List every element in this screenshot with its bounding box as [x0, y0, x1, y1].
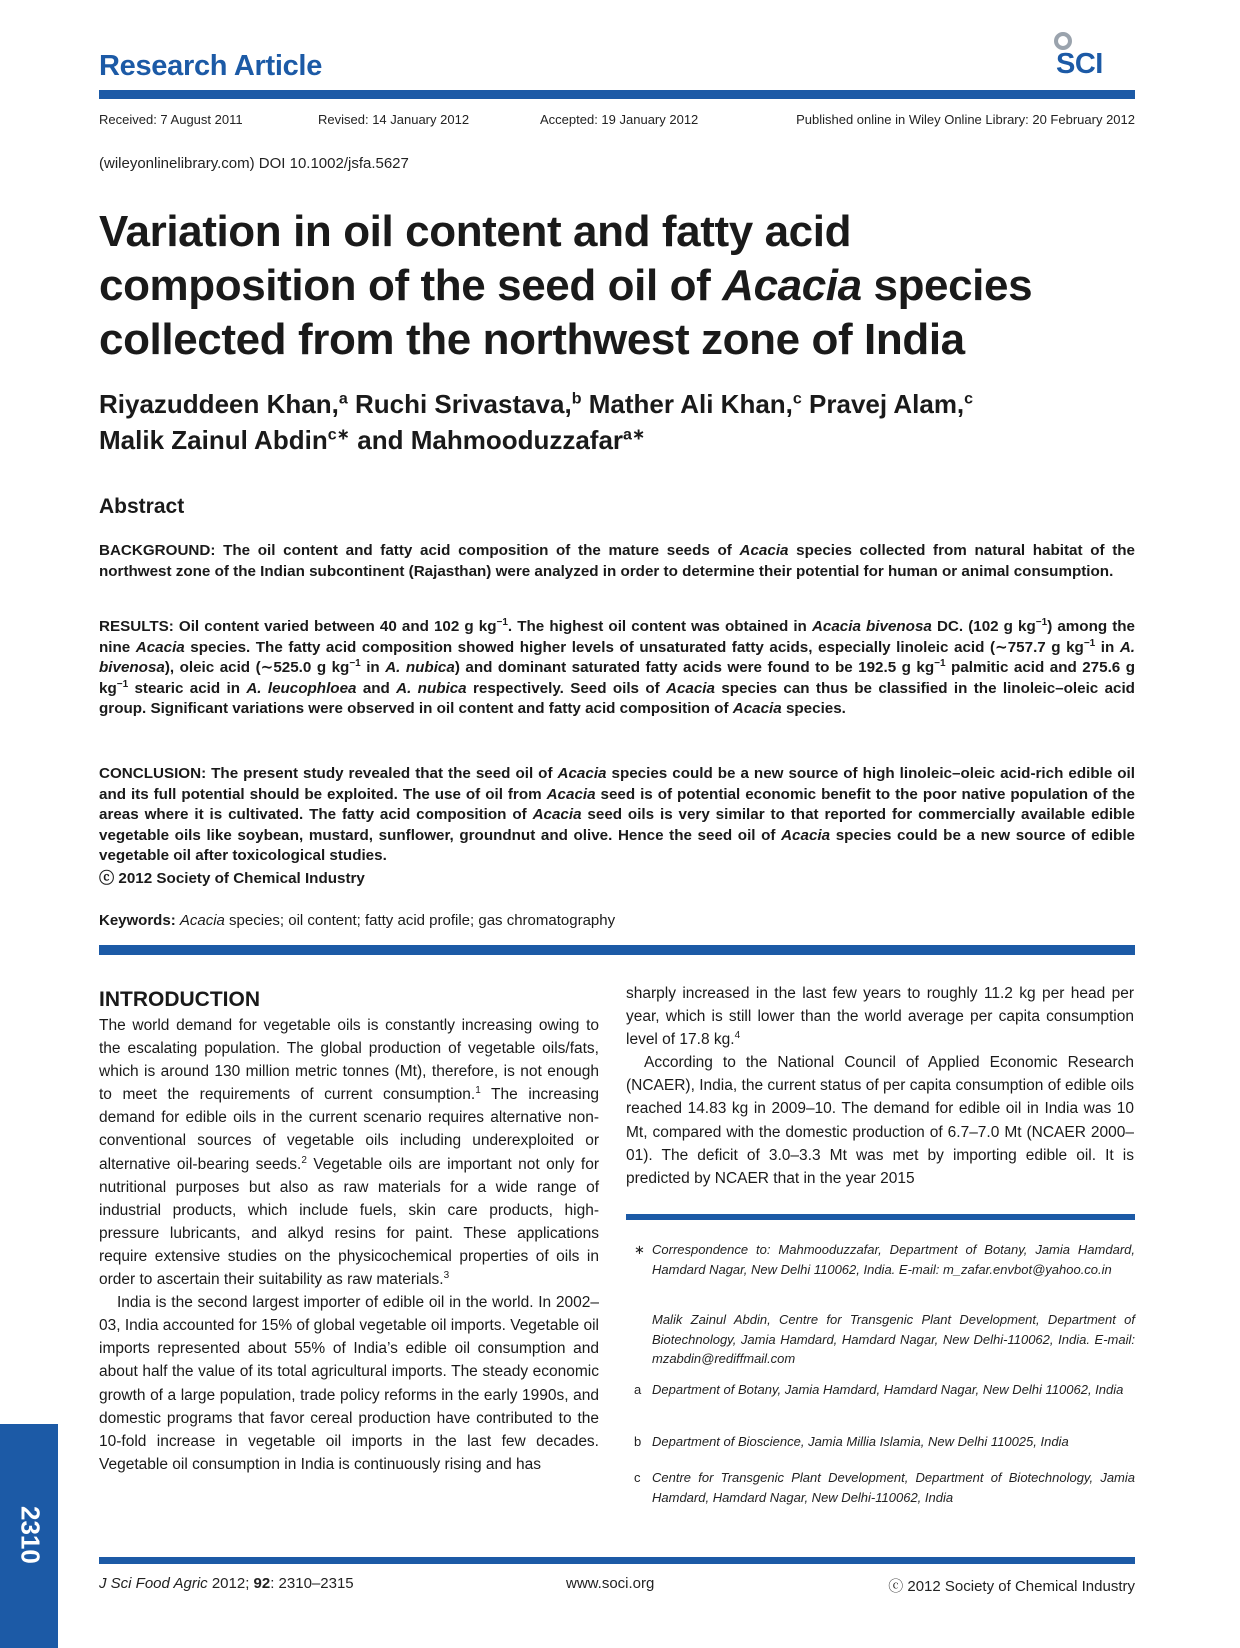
italic-run: Acacia [546, 785, 596, 803]
text-run: species could be a new source of high linoleic–oleic acid-rich edible oil and its full potential should be exploited. The use of oil from [99, 765, 1135, 803]
abstract-rule [99, 945, 1135, 955]
footnote-text: Department of Bioscience, Jamia Millia Islamia, New Delhi 110025, India [652, 1434, 1069, 1449]
italic-run: Acacia [532, 806, 582, 823]
footnote-text: Centre for Transgenic Plant Development, Department of Biotechnology, Jamia Hamdard, Hamdard Nagar, New Delhi-110062, India [652, 1470, 1135, 1505]
text-run: sharply increased in the last few years to roughly 11.2 kg per head per year, which is still lower than the world average per capita consumption level of 17.8 kg. [626, 985, 1134, 1049]
published-date: Published online in Wiley Online Library: 20 February 2012 [796, 112, 1135, 127]
superscript: −1 [496, 616, 508, 628]
correspondence-rule [626, 1214, 1135, 1220]
italic-run: Acacia [666, 679, 715, 697]
text-run: seed oils is very similar to that reported for commercially available edible vegetable oils like soybean, mustard, sunflower, groundnut and olive. Hence the seed oil of [99, 806, 1135, 844]
received-date: Received: 7 August 2011 [99, 112, 243, 127]
footnote-text: Malik Zainul Abdin, Centre for Transgenic Plant Development, Department of Biotechnology, Jamia Hamdard, Hamdard Nagar, New Delhi-110062, India. E-mail: mzabdin@rediffmail.com [652, 1312, 1135, 1366]
affiliation-a [626, 1380, 1135, 1400]
correspondence-note [626, 1240, 1135, 1279]
title-line-2 [99, 259, 1139, 313]
sci-logo-text: SCI [1056, 48, 1103, 80]
text-run: DC. (102 g kg [931, 618, 1036, 635]
journal-citation [99, 1575, 354, 1592]
text-run: CONCLUSION: The present study revealed that the seed oil of [99, 765, 558, 782]
footnote-mark: b [634, 1434, 642, 1449]
italic-run: Acacia [557, 765, 607, 782]
author-name: and Mahmooduzzafar [350, 425, 624, 455]
abstract-heading: Abstract [99, 495, 185, 518]
text-run: The world demand for vegetable oils is constantly increasing owing to the escalating population. The global production of vegetable oils/fats, which is around 130 million metric tonnes (Mt), therefore, is not enough to meet the requirements of current consumption. [99, 1017, 599, 1104]
text-run: respectively. Seed oils of [466, 679, 666, 697]
citation-ref[interactable]: 4 [734, 1030, 741, 1042]
text-run: ) and dominant saturated fatty acids were found to be 192.5 g kg [454, 659, 935, 676]
footnote-mark: a [634, 1382, 642, 1397]
text-run: . The highest oil content was obtained in [507, 618, 812, 635]
author-name: Malik Zainul Abdin [99, 425, 328, 455]
superscript: −1 [349, 657, 361, 669]
paper-title [99, 205, 1139, 367]
superscript: −1 [1035, 616, 1048, 628]
author-name: Mather Ali Khan, [581, 389, 793, 419]
italic-run: A. nubica [385, 659, 455, 676]
author-name: Ruchi Srivastava, [347, 389, 572, 419]
superscript: −1 [116, 678, 129, 690]
text-run: 2012; [207, 1575, 254, 1592]
abstract-results [99, 617, 1135, 720]
text-run: seed is of potential economic benefit to the poor native population of the areas where it is cultivated. The fatty acid composition of [99, 785, 1135, 823]
italic-run: A. nubica [396, 679, 467, 697]
volume: 92 [253, 1575, 271, 1592]
citation-ref[interactable]: 1 [475, 1085, 481, 1097]
affiliation-mark: a∗ [623, 426, 646, 444]
italic-run: Acacia [739, 542, 789, 559]
title-text: composition of the seed oil of [99, 261, 723, 310]
italic-run: A. bivenosa [99, 638, 1135, 676]
text-run: in [1095, 638, 1120, 656]
paragraph: India is the second largest importer of edible oil in the world. In 2002–03, India accounted for 15% of global vegetable oil imports. Vegetable oil imports represented about 55% of India’s edible oil consumption and about half the value of its total agricultural imports. The steady economic growth of a large population, trade policy reforms in the early 1990s, and domestic programs that favor cereal production have contributed to the 10-fold increase in vegetable oil imports in the last few decades. Vegetable oil consumption in India is continuously rising and has [99, 1294, 599, 1473]
text-run: Vegetable oils are important not only for nutritional purposes but also as raw materials for a wide range of industrial products, which include fuels, skin care products, high-pressure lubricants, and alkyd resins for paint. These applications require extensive studies on the physicochemical properties of oils in order to ascertain their suitability as raw materials. [99, 1155, 599, 1289]
journal-website-link[interactable]: www.soci.org [566, 1575, 655, 1592]
footnote-mark: c [634, 1470, 641, 1485]
italic-run: Acacia [781, 826, 831, 844]
title-text: species [861, 261, 1033, 310]
text-run: RESULTS: Oil content varied between 40 and 102 g kg [99, 618, 497, 635]
paragraph [99, 1014, 599, 1291]
sci-logo [1050, 30, 1126, 82]
abstract-background [99, 541, 1135, 582]
text-run: BACKGROUND: The oil content and fatty acid composition of the mature seeds of [99, 542, 740, 559]
text-run: palmitic acid and 275.6 g kg [99, 659, 1136, 697]
text-run: species could be a new source of edible vegetable oil after toxicological studies. [99, 826, 1135, 864]
author-name: Riyazuddeen Khan, [99, 389, 339, 419]
italic-run: A. leucophloea [246, 679, 357, 697]
affiliation-c [626, 1468, 1135, 1507]
affiliation-mark: b [571, 390, 582, 408]
footer-copyright: ⓒ 2012 Society of Chemical Industry [888, 1578, 1135, 1595]
page-number: 2310 [15, 1506, 46, 1564]
superscript: −1 [934, 657, 946, 669]
text-run: species can thus be classified in the linoleic–oleic acid group. Significant variations were observed in oil content and fatty acid composition of [99, 679, 1135, 717]
second-correspondence-note [626, 1310, 1135, 1369]
text-run: The increasing demand for edible oils in the current scenario requires alternative non-conventional sources of vegetable oils including underexploited or alternative oil-bearing seeds. [99, 1086, 599, 1173]
citation-ref[interactable]: 3 [443, 1269, 450, 1281]
abstract-copyright: ⓒ 2012 Society of Chemical Industry [99, 870, 365, 887]
footer-rule [99, 1557, 1135, 1564]
author-name: Pravej Alam, [801, 389, 965, 419]
title-genus: Acacia [722, 261, 862, 310]
text-run: species collected from natural habitat of the northwest zone of the Indian subcontinent (Rajasthan) were analyzed in order to determine their potential for human or animal consumption. [99, 542, 1135, 580]
keywords-label: Keywords: [99, 912, 180, 929]
italic-run: Acacia [732, 700, 782, 717]
author-list [99, 386, 1139, 458]
italic-run: Acacia bivenosa [811, 618, 932, 635]
footnote-mark: ∗ [634, 1242, 645, 1257]
text-run: stearic acid in [128, 679, 247, 697]
introduction-heading: INTRODUCTION [99, 988, 260, 1011]
affiliation-b [626, 1432, 1135, 1452]
body-column-right [626, 982, 1134, 1190]
text-run: species. The fatty acid composition showed higher levels of unsaturated fatty acids, especially linoleic acid (∼757.7 g kg [184, 638, 1084, 656]
affiliation-mark: c [964, 390, 974, 408]
abstract-conclusion [99, 764, 1135, 867]
revised-date: Revised: 14 January 2012 [318, 112, 470, 127]
keywords [99, 912, 615, 929]
journal-name: J Sci Food Agric [99, 1575, 208, 1592]
footnote-text: Department of Botany, Jamia Hamdard, Hamdard Nagar, New Delhi 110062, India [652, 1382, 1124, 1397]
italic-run: Acacia [179, 912, 225, 929]
footnote-text: Correspondence to: Mahmooduzzafar, Department of Botany, Jamia Hamdard, Hamdard Nagar, New Delhi 110062, India. E-mail: m_zafar.envbot@yahoo.co.in [652, 1242, 1135, 1277]
doi-line[interactable]: (wileyonlinelibrary.com) DOI 10.1002/jsfa.5627 [99, 155, 409, 172]
text-run: in [360, 659, 386, 676]
affiliation-mark: c∗ [327, 426, 351, 444]
superscript: −1 [1083, 637, 1096, 649]
title-line-1: Variation in oil content and fatty acid [99, 207, 852, 256]
italic-run: Acacia [135, 638, 185, 656]
header-rule [99, 90, 1135, 99]
body-column-left [99, 1014, 599, 1476]
author-line-2 [99, 422, 1139, 458]
article-type-heading: Research Article [99, 50, 323, 82]
text-run: ) among the nine [99, 618, 1135, 656]
text-run: ), oleic acid (∼525.0 g kg [164, 659, 350, 676]
author-line-1 [99, 386, 1139, 422]
page-range: : 2310–2315 [270, 1575, 354, 1592]
paragraph: According to the National Council of Applied Economic Research (NCAER), India, the current status of per capita consumption of edible oils reached 14.83 kg in 2009–10. The demand for edible oil in India was 10 Mt, compared with the domestic production of 6.7–7.0 Mt (NCAER 2000–01). The deficit of 3.0–3.3 Mt was met by importing edible oil. It is predicted by NCAER that in the year 2015 [626, 1054, 1134, 1187]
paragraph [626, 982, 1134, 1051]
citation-ref[interactable]: 2 [301, 1154, 307, 1166]
text-run: and [356, 679, 397, 697]
keywords-list: species; oil content; fatty acid profile; gas chromatography [224, 912, 616, 929]
text-run: species. [781, 700, 846, 717]
title-line-3: collected from the northwest zone of India [99, 315, 965, 364]
affiliation-mark: a [338, 390, 348, 408]
accepted-date: Accepted: 19 January 2012 [540, 112, 699, 127]
affiliation-mark: c [792, 390, 802, 408]
